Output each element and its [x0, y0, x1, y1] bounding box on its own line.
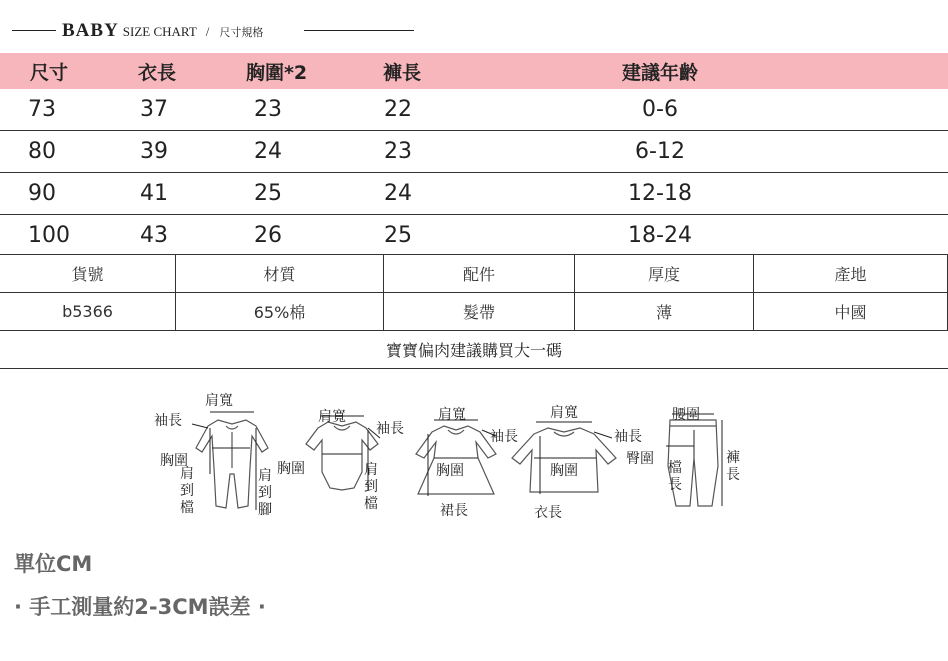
pants-waist-label: 腰圍: [672, 407, 700, 423]
header-baby: BABY: [62, 20, 119, 41]
sizing-note: 寶寶偏肉建議購買大一碼: [0, 331, 948, 369]
info-header-material: 材質: [176, 255, 384, 293]
dress-shoulder-label: 肩寬: [438, 407, 466, 423]
info-header-origin: 產地: [754, 255, 948, 293]
cell-age: 0-6: [642, 97, 678, 122]
info-accessory: 髮帶: [384, 293, 575, 331]
header-size: 尺寸: [30, 61, 69, 84]
cell-age: 18-24: [628, 223, 692, 248]
size-table-header: [0, 53, 948, 89]
romper-shoulder-label: 肩寬: [205, 393, 233, 409]
table-row: [0, 173, 948, 215]
table-row: [0, 89, 948, 131]
romper-shoulder-to-foot-label: 肩到腳: [258, 468, 272, 518]
romper-shoulder-to-crotch-label: 肩到檔: [180, 466, 194, 516]
cell-chest: 24: [254, 139, 282, 164]
info-header-row: [0, 255, 948, 293]
romper-measures: [192, 412, 256, 510]
cell-length: 39: [140, 139, 168, 164]
romper-sleeve-label: 袖長: [154, 413, 182, 429]
table-row: [0, 131, 948, 173]
top-sleeve-label: 袖長: [614, 429, 642, 445]
info-origin: 中國: [754, 293, 948, 331]
header-chest: 胸圍*2: [246, 61, 308, 84]
pants-hip-label: 臀圍: [626, 451, 654, 467]
cell-chest: 25: [254, 181, 282, 206]
pants-crotch-label: 檔長: [668, 460, 682, 493]
cell-length: 37: [140, 97, 168, 122]
cell-size: 80: [28, 139, 56, 164]
bodysuit-shoulder-label: 肩寬: [318, 409, 346, 425]
header-age: 建議年齡: [621, 61, 698, 84]
info-thickness: 薄: [575, 293, 754, 331]
header-title: [62, 20, 263, 42]
measurement-diagrams: [150, 388, 750, 538]
dress-sleeve-label: 袖長: [490, 429, 518, 445]
header-length: 衣長: [138, 61, 177, 84]
cell-length: 41: [140, 181, 168, 206]
cell-pants-length: 23: [384, 139, 412, 164]
top-shoulder-label: 肩寬: [550, 405, 578, 421]
top-chest-label: 胸圍: [550, 463, 578, 479]
dress-skirt-length-label: 裙長: [440, 503, 468, 519]
bodysuit-chest-label: 胸圍: [277, 461, 305, 477]
bodysuit-shoulder-to-crotch-label: 肩到檔: [364, 462, 378, 512]
info-header-accessory: 配件: [384, 255, 575, 293]
header-pants-length: 褲長: [383, 61, 422, 84]
header-left-rule: [12, 30, 56, 31]
pants-length-label: 褲長: [726, 450, 740, 483]
cell-chest: 23: [254, 97, 282, 122]
cell-size: 100: [28, 223, 70, 248]
chart-header: [0, 20, 948, 42]
info-header-thickness: 厚度: [575, 255, 754, 293]
cell-length: 43: [140, 223, 168, 248]
size-table: [0, 53, 948, 256]
cell-age: 12-18: [628, 181, 692, 206]
product-info-table: [0, 254, 948, 331]
cell-pants-length: 22: [384, 97, 412, 122]
top-length-label: 衣長: [534, 505, 562, 521]
measurement-error-note: · 手工測量約2-3CM誤差 ·: [14, 595, 266, 619]
unit-label: 單位CM: [14, 552, 93, 576]
cell-size: 73: [28, 97, 56, 122]
bodysuit-sleeve-label: 袖長: [376, 421, 404, 437]
table-row: [0, 215, 948, 256]
info-sku: b5366: [0, 293, 176, 331]
header-separator: /: [205, 24, 210, 39]
romper-chest-label: 胸圍: [160, 453, 188, 469]
info-header-sku: 貨號: [0, 255, 176, 293]
cell-age: 6-12: [635, 139, 685, 164]
dress-chest-label: 胸圍: [436, 463, 464, 479]
cell-pants-length: 24: [384, 181, 412, 206]
header-cn: 尺寸規格: [219, 27, 264, 39]
header-right-rule: [304, 30, 414, 31]
header-size-chart: SIZE CHART: [122, 24, 197, 39]
cell-size: 90: [28, 181, 56, 206]
cell-pants-length: 25: [384, 223, 412, 248]
info-material: 65%棉: [176, 293, 384, 331]
cell-chest: 26: [254, 223, 282, 248]
info-value-row: [0, 293, 948, 331]
